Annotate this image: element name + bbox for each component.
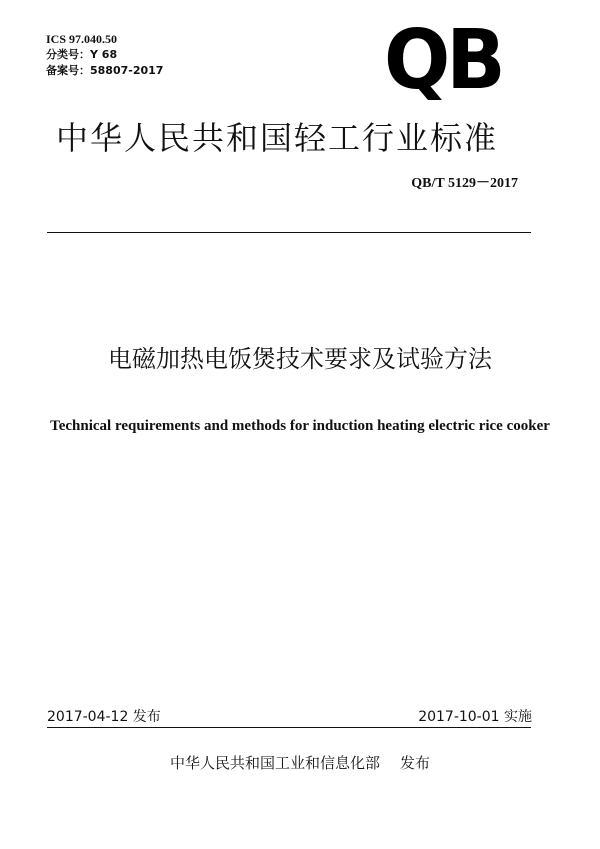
- standard-code: QB/T 5129－2017: [411, 176, 518, 191]
- publisher-action: 发布: [400, 754, 431, 772]
- implementation-date: 2017-10-01 实施: [418, 709, 532, 725]
- record-number: 备案号：58807-2017: [46, 64, 164, 77]
- qb-logo: QB: [384, 13, 502, 108]
- bottom-divider: [47, 727, 531, 728]
- top-divider: [47, 232, 531, 233]
- issue-date: 2017-04-12 发布: [47, 709, 161, 725]
- publisher-line: [0, 752, 600, 773]
- standard-title: 中华人民共和国轻工行业标准: [56, 119, 499, 157]
- classification-code: 分类号：Y 68: [46, 48, 118, 61]
- publisher-name: 中华人民共和国工业和信息化部: [169, 754, 380, 772]
- document-title-english: Technical requirements and methods for induction heating electric rice cooker: [50, 418, 550, 434]
- document-metadata: [46, 31, 163, 79]
- ics-code: ICS 97.040.50: [46, 32, 118, 46]
- document-title-chinese: 电磁加热电饭煲技术要求及试验方法: [108, 345, 492, 373]
